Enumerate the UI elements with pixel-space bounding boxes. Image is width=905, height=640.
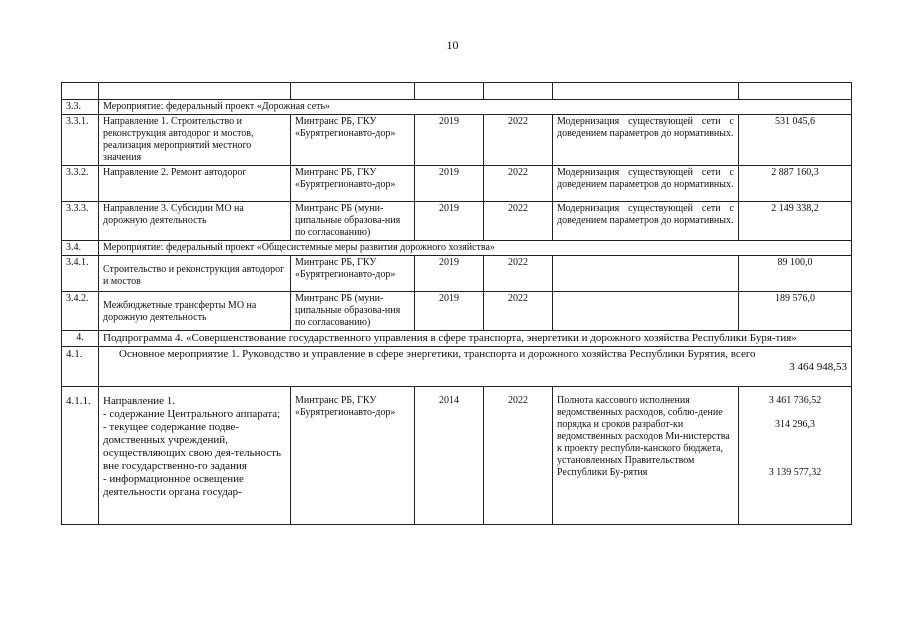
table-header-row — [62, 83, 852, 100]
table-row — [62, 115, 852, 166]
table-row — [62, 292, 852, 331]
end-year: 2022 — [484, 115, 553, 166]
table-row — [62, 256, 852, 292]
main-measure-sum: 3 464 948,53 — [789, 361, 847, 373]
table-row — [62, 100, 852, 115]
name-line: - текущее содержание подве-домственных учреждений, осуществляющих свою дея-тельность вне государственно-го задания — [103, 421, 281, 472]
end-year: 2022 — [484, 166, 553, 202]
funding-sum: 2 887 160,3 — [739, 166, 852, 202]
end-year: 2022 — [484, 202, 553, 241]
section-title: Мероприятие: федеральный проект «Общесистемные меры развития дорожного хозяйства» — [99, 241, 852, 256]
header-cell — [291, 83, 415, 100]
header-cell — [415, 83, 484, 100]
executor: Минтранс РБ (муни-ципальные образова-ния по согласованию) — [291, 292, 415, 331]
end-year: 2022 — [484, 292, 553, 331]
program-table — [61, 82, 852, 525]
start-year: 2019 — [415, 115, 484, 166]
main-measure-title: Основное мероприятие 1. Руководство и управление в сфере энергетики, транспорта и дорожного хозяйства Республики Бурятия, всего — [119, 348, 756, 360]
expected-result — [553, 256, 739, 292]
row-id: 3.4. — [62, 241, 99, 256]
funding-sum: 531 045,6 — [739, 115, 852, 166]
header-cell — [484, 83, 553, 100]
funding-sum: 2 149 338,2 — [739, 202, 852, 241]
measure-name: Межбюджетные трансферты МО на дорожную деятельность — [99, 292, 291, 331]
name-line: - содержание Центрального аппарата; — [103, 408, 281, 420]
funding-sum: 314 296,3 — [775, 419, 815, 430]
header-cell — [739, 83, 852, 100]
executor: Минтранс РБ (муни-ципальные образова-ния по согласованию) — [291, 202, 415, 241]
end-year: 2022 — [484, 387, 553, 525]
executor: Минтранс РБ, ГКУ «Бурятрегионавто-дор» — [291, 256, 415, 292]
header-cell — [62, 83, 99, 100]
expected-result: Модернизация существующей сети с доведением параметров до нормативных. — [553, 166, 739, 202]
measure-name: Направление 3. Субсидии МО на дорожную деятельность — [99, 202, 291, 241]
name-line: Направление 1. — [103, 395, 176, 407]
expected-result: Модернизация существующей сети с доведением параметров до нормативных. — [553, 202, 739, 241]
end-year: 2022 — [484, 256, 553, 292]
funding-sum: 3 461 736,52 — [768, 395, 822, 406]
measure-name — [99, 387, 291, 525]
name-line: - информационное освещение деятельности органа государ- — [103, 473, 244, 498]
table-row — [62, 347, 852, 387]
row-id: 4. — [62, 331, 99, 347]
funding-sum: 89 100,0 — [739, 256, 852, 292]
start-year: 2019 — [415, 256, 484, 292]
table-row — [62, 202, 852, 241]
page-number: 10 — [446, 38, 459, 52]
subprogram-title: Подпрограмма 4. «Совершенствование государственного управления в сфере транспорта, энергетики и дорожного хозяйства Республики Буря-тия» — [99, 331, 852, 347]
expected-result: Модернизация существующей сети с доведением параметров до нормативных. — [553, 115, 739, 166]
row-id: 3.3.3. — [62, 202, 99, 241]
main-measure — [99, 347, 852, 387]
funding-sum: 189 576,0 — [739, 292, 852, 331]
row-id: 3.4.2. — [62, 292, 99, 331]
row-id: 3.3.1. — [62, 115, 99, 166]
row-id: 4.1.1. — [62, 387, 99, 525]
start-year: 2019 — [415, 166, 484, 202]
measure-name: Направление 1. Строительство и реконструкция автодорог и мостов, реализация мероприятий местного значения — [99, 115, 291, 166]
table-row — [62, 166, 852, 202]
table-row — [62, 331, 852, 347]
measure-name: Направление 2. Ремонт автодорог — [99, 166, 291, 202]
start-year: 2019 — [415, 292, 484, 331]
row-id: 3.3.2. — [62, 166, 99, 202]
row-id: 3.4.1. — [62, 256, 99, 292]
row-id: 4.1. — [62, 347, 99, 387]
funding-sum: 3 139 577,32 — [768, 467, 822, 478]
table-row — [62, 387, 852, 525]
executor: Минтранс РБ, ГКУ «Бурятрегионавто-дор» — [291, 115, 415, 166]
measure-name: Строительство и реконструкция автодорог и мостов — [99, 256, 291, 292]
start-year: 2014 — [415, 387, 484, 525]
start-year: 2019 — [415, 202, 484, 241]
row-id: 3.3. — [62, 100, 99, 115]
executor: Минтранс РБ, ГКУ «Бурятрегионавто-дор» — [291, 387, 415, 525]
executor: Минтранс РБ, ГКУ «Бурятрегионавто-дор» — [291, 166, 415, 202]
expected-result: Полнота кассового исполнения ведомственных расходов, соблю-дение порядка и сроков разработ-ки ведомственных расходов Ми-нистерства к проекту республи-канского бюджета, установленных Правительством Республики Бу-рятия — [553, 387, 739, 525]
table-row — [62, 241, 852, 256]
header-cell — [99, 83, 291, 100]
header-cell — [553, 83, 739, 100]
funding-sums — [739, 387, 852, 525]
expected-result — [553, 292, 739, 331]
section-title: Мероприятие: федеральный проект «Дорожная сеть» — [99, 100, 852, 115]
